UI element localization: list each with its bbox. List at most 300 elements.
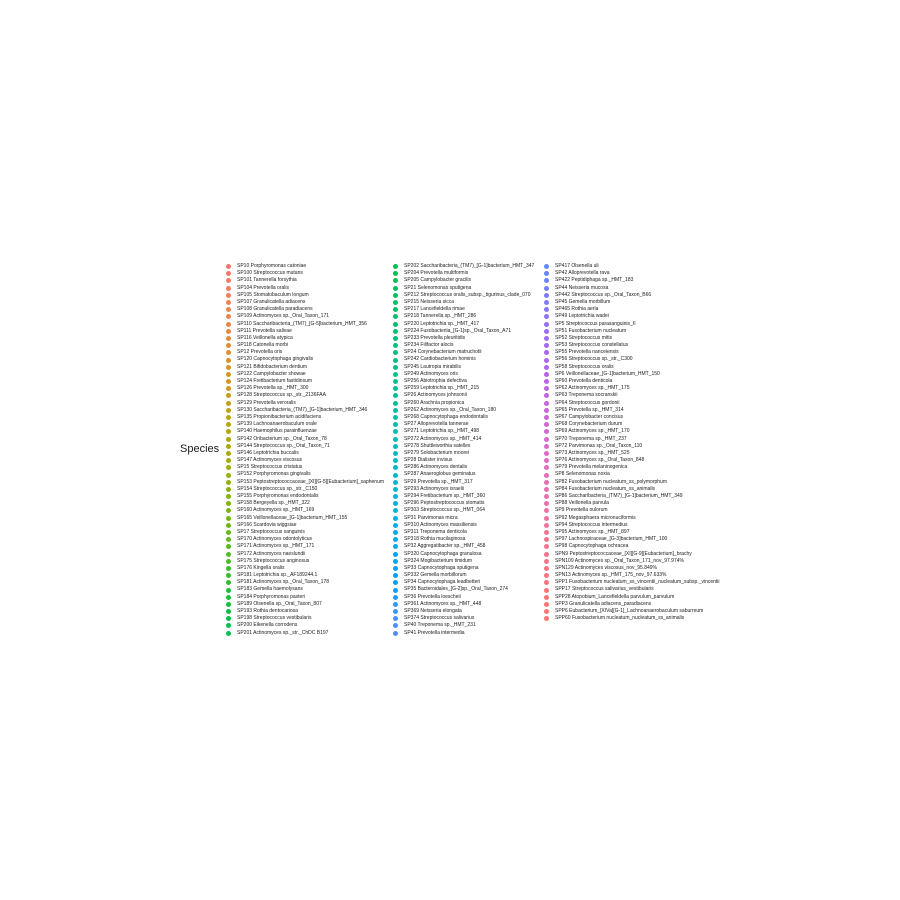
legend-label: SP35 Bacteroidales_[G-2]sp._Oral_Taxon_274 <box>404 586 508 593</box>
legend-key-dot <box>226 465 231 470</box>
legend-item <box>225 551 384 558</box>
legend-label: SP324 Mogibacterium timidum <box>404 557 473 564</box>
legend-label: SP200 Eikenella corrodens <box>237 622 298 629</box>
legend-key-dot <box>226 631 231 636</box>
legend-key-dot <box>393 523 398 528</box>
legend-label: SP155 Porphyromonas endodontalis <box>237 493 319 499</box>
legend-title: Species <box>180 443 220 455</box>
legend-item <box>543 356 720 363</box>
legend-item <box>225 371 384 378</box>
legend-key-dot <box>544 480 549 485</box>
legend-label: SPN13 Actinomyces sp._HMT_175_nov_97.633% <box>555 572 667 579</box>
legend-key-dot <box>393 336 398 341</box>
legend-label: SP422 Peptidiphaga sp._HMT_183 <box>555 277 634 284</box>
legend-item <box>392 515 534 522</box>
legend-key-dot <box>226 300 231 305</box>
legend-label: SPP28 Atopobium_Lancefieldella parvulum_parvulum <box>555 593 675 600</box>
legend-item <box>225 457 384 464</box>
legend-item <box>392 385 534 392</box>
legend-label: SP293 Actinomyces israelii <box>404 485 465 492</box>
legend-label: SP234 Filifactor alocis <box>404 342 454 349</box>
legend-item <box>392 529 534 536</box>
legend-label: SP108 Granulicatella paradiacens <box>237 306 313 313</box>
legend-item <box>392 292 534 299</box>
legend-item <box>543 471 720 478</box>
legend-item <box>392 392 534 399</box>
legend-item <box>225 529 384 536</box>
legend-item <box>392 594 534 601</box>
legend-item <box>225 579 384 586</box>
legend-label: SP84 Fusobacterium nucleatum_ss_animalis <box>555 485 656 492</box>
legend-key-dot <box>393 322 398 327</box>
legend-label: SP105 Stomatobaculum longum <box>237 291 309 298</box>
legend-item <box>392 486 534 493</box>
legend-key-dot <box>544 278 549 283</box>
legend-key-dot <box>544 286 549 291</box>
legend-item <box>225 306 384 313</box>
legend-item <box>225 486 384 493</box>
legend-item <box>392 321 534 328</box>
legend-item <box>543 500 720 507</box>
legend-label: SP193 Rothia dentocariosa <box>237 608 298 614</box>
legend-item <box>225 414 384 421</box>
legend-label: SP72 Parvimonas sp._Oral_Taxon_110 <box>555 442 643 449</box>
legend-key-dot <box>393 595 398 600</box>
legend-label: SP49 Leptotrichia wadei <box>555 313 609 320</box>
legend-key-dot <box>226 623 231 628</box>
legend-label: SPN9 Peptostreptococcaceae_[XI][G-9][Eubacterium]_brachy <box>555 550 692 557</box>
legend-item <box>392 601 534 608</box>
legend-key-dot <box>544 386 549 391</box>
legend-key-dot <box>226 386 231 391</box>
legend-key-dot <box>226 566 231 571</box>
legend-key-dot <box>226 595 231 600</box>
legend-item <box>225 364 384 371</box>
legend-item <box>543 371 720 378</box>
legend-item <box>225 328 384 335</box>
legend-item <box>225 400 384 407</box>
legend-key-dot <box>393 465 398 470</box>
legend-label: SP189 Olsenella sp._Oral_Taxon_807 <box>237 600 322 607</box>
legend-item <box>543 457 720 464</box>
legend-label: SP175 Streptococcus anginosus <box>237 557 310 564</box>
legend-item <box>225 378 384 385</box>
legend-label: SP272 Actinomyces sp._HMT_414 <box>404 435 482 442</box>
legend-item <box>392 586 534 593</box>
legend-label: SP98 Capnocytophaga ochracea <box>555 543 629 550</box>
legend-item <box>392 457 534 464</box>
legend-item <box>543 285 720 292</box>
legend-label: SP73 Actinomyces sp._HMT_525 <box>555 449 630 456</box>
legend-key-dot <box>393 437 398 442</box>
legend-key-dot <box>544 264 549 269</box>
legend-item <box>543 321 720 328</box>
legend-item <box>225 586 384 593</box>
legend-key-dot <box>226 358 231 363</box>
legend-key-dot <box>393 494 398 499</box>
legend-label: SP218 Tannerella sp._HMT_286 <box>404 313 477 320</box>
legend-label: SP202 Saccharibacteria_(TM7)_[G-1]bacterium_HMT_347 <box>404 263 535 269</box>
legend-key-dot <box>393 451 398 456</box>
legend-key-dot <box>226 329 231 334</box>
legend-key-dot <box>544 451 549 456</box>
legend-label: SP56 Streptococcus sp._str._C300 <box>555 356 633 363</box>
legend-item <box>392 328 534 335</box>
legend-key-dot <box>544 559 549 564</box>
legend-label: SP245 Lautropia mirabilis <box>404 363 461 370</box>
legend-label: SP95 Actinomyces sp._HMT_897 <box>555 528 630 535</box>
legend-item <box>225 522 384 529</box>
legend-key-dot <box>544 501 549 506</box>
legend-label: SP17 Streptococcus sanguinis <box>237 528 305 535</box>
legend-key-dot <box>226 264 231 269</box>
legend-item <box>225 349 384 356</box>
legend-item <box>225 450 384 457</box>
legend-label: SP220 Leptotrichia sp._HMT_417 <box>404 320 480 327</box>
legend-item <box>392 428 534 435</box>
legend-key-dot <box>226 350 231 355</box>
legend-label: SP140 Haemophilus parainfluenzae <box>237 428 317 435</box>
legend-key-dot <box>393 623 398 628</box>
legend-key-dot <box>393 401 398 406</box>
legend-label: SP53 Streptococcus constellatus <box>555 342 629 349</box>
legend-item <box>392 479 534 486</box>
legend-item <box>225 313 384 320</box>
legend-item <box>543 292 720 299</box>
legend-label: SP184 Porphyromonas pasteri <box>237 593 306 600</box>
legend-label: SP31 Parvimonas micra <box>404 514 458 521</box>
legend-label: SP9 Prevotella oulorum <box>555 507 608 514</box>
legend-item <box>392 299 534 306</box>
legend-label: SP124 Fretibacterium fastidiosum <box>237 378 313 384</box>
legend-item <box>543 594 720 601</box>
legend-label: SP126 Prevotella sp._HMT_300 <box>237 385 309 392</box>
legend-key-dot <box>544 336 549 341</box>
legend-label: SP88 Veillonella parvula <box>555 500 609 507</box>
legend-item <box>543 428 720 435</box>
legend-item <box>225 277 384 284</box>
legend-key-dot <box>226 415 231 420</box>
legend-key-dot <box>393 473 398 478</box>
legend-key-dot <box>393 530 398 535</box>
legend-label: SP183 Gemella haemolysans <box>237 586 303 593</box>
legend-label: SP52 Streptococcus mitis <box>555 334 612 341</box>
legend-item <box>543 299 720 306</box>
legend-label: SP296 Peptostreptococcus stomatis <box>404 500 485 507</box>
legend-key-dot <box>544 358 549 363</box>
legend-key-dot <box>544 329 549 334</box>
legend-key-dot <box>544 444 549 449</box>
legend-label: SP286 Actinomyces dentalis <box>404 464 468 471</box>
legend-key-dot <box>226 343 231 348</box>
legend-label: SP224 Fusobacteriia_[G-1]sp._Oral_Taxon_A71 <box>404 327 512 334</box>
legend-label: SPP60 Fusobacterium nucleatum_nucleatum_ss_animalis <box>555 615 685 622</box>
legend-item <box>225 436 384 443</box>
legend-key-dot <box>393 408 398 413</box>
legend-item <box>225 558 384 565</box>
legend-label: SP29 Prevotella sp._HMT_317 <box>404 478 473 485</box>
legend-label: SP204 Prevotella multiformis <box>404 270 469 277</box>
legend-label: SP107 Granulicatella adiacens <box>237 298 306 305</box>
legend-label: SP181 Actinomyces sp._Oral_Taxon_178 <box>237 579 329 586</box>
legend-key-dot <box>393 271 398 276</box>
legend-key-dot <box>226 473 231 478</box>
legend-label: SP36 Prevotella loescheii <box>404 593 461 600</box>
legend-item <box>225 622 384 629</box>
legend-key-dot <box>226 393 231 398</box>
legend-item <box>225 471 384 478</box>
legend-label: SP374 Streptococcus salivarius <box>404 615 475 622</box>
legend-item <box>543 378 720 385</box>
legend-label: SP111 Prevotella salivae <box>237 327 292 334</box>
legend-item <box>392 493 534 500</box>
legend-label: SP142 Oribacterium sp._Oral_Taxon_78 <box>237 435 327 442</box>
legend-label: SP417 Olsenella uli <box>555 263 599 269</box>
legend-key-dot <box>226 559 231 564</box>
legend-key-dot <box>544 516 549 521</box>
legend-key-dot <box>226 616 231 621</box>
legend-item <box>392 407 534 414</box>
legend-key-dot <box>544 588 549 593</box>
legend-label: SP62 Actinomyces sp._HMT_175 <box>555 385 630 392</box>
legend-label: SP118 Catonella morbi <box>237 342 289 349</box>
legend-key-dot <box>544 566 549 571</box>
legend-item <box>225 601 384 608</box>
legend-key-dot <box>393 300 398 305</box>
legend-key-dot <box>226 458 231 463</box>
legend-label: SP60 Prevotella denticola <box>555 378 613 384</box>
legend-key-dot <box>544 544 549 549</box>
legend-item <box>543 306 720 313</box>
legend-item <box>543 579 720 586</box>
legend-item <box>225 500 384 507</box>
legend-item <box>543 392 720 399</box>
legend-key-dot <box>393 631 398 636</box>
legend-label: SP45 Gemella morbillum <box>555 298 611 305</box>
legend-key-dot <box>393 386 398 391</box>
legend-item <box>543 601 720 608</box>
legend-key-dot <box>544 494 549 499</box>
legend-key-dot <box>393 580 398 585</box>
legend-key-dot <box>226 544 231 549</box>
legend-label: SP303 Streptococcus sp._HMT_064 <box>404 507 485 514</box>
legend-item <box>392 608 534 615</box>
legend-label: SP278 Shuttleworthia satelles <box>404 442 471 449</box>
legend-key-dot <box>544 343 549 348</box>
legend-key-dot <box>226 429 231 434</box>
legend-key-dot <box>393 379 398 384</box>
legend-item <box>392 378 534 385</box>
legend-item <box>225 543 384 550</box>
legend-key-dot <box>393 314 398 319</box>
legend-label: SP217 Lancefieldella rimae <box>404 306 465 313</box>
legend-key-dot <box>393 358 398 363</box>
legend-item <box>392 558 534 565</box>
legend-label: SP122 Campylobacter showae <box>237 370 306 377</box>
legend-label: SPP3 Granulicatella adiacens_paradiacens <box>555 600 652 607</box>
legend-label: SP128 Streptococcus sp._str._2136FAA <box>237 392 326 399</box>
legend-key-dot <box>393 616 398 621</box>
legend-label: SP249 Actinomyces oris <box>404 370 458 377</box>
legend-label: SP6 Veillonellaceae_[G-1]bacterium_HMT_150 <box>555 370 660 377</box>
legend-key-dot <box>544 415 549 420</box>
legend-item <box>543 551 720 558</box>
legend-label: SP58 Streptococcus oralis <box>555 363 614 370</box>
legend-item <box>225 263 384 270</box>
legend-item <box>225 536 384 543</box>
legend-label: SP110 Saccharibacteria_(TM7)_[G-5]bacterium_HMT_356 <box>237 320 367 327</box>
legend-key-dot <box>226 516 231 521</box>
legend-label: SP64 Streptococcus gordonii <box>555 399 620 406</box>
legend-label: SP92 Megasphaera micronuciformis <box>555 514 636 521</box>
legend-label: SP212 Streptococcus oralis_subsp._tigurinus_clade_070 <box>404 291 531 298</box>
legend-key-dot <box>393 350 398 355</box>
legend-item <box>225 464 384 471</box>
legend-key-dot <box>393 444 398 449</box>
legend-item <box>225 385 384 392</box>
legend-label: SP268 Capnocytophaga endodontalis <box>404 413 488 420</box>
legend-label: SP146 Leptotrichia buccalis <box>237 449 299 456</box>
legend-label: SP171 Actinomyces sp._HMT_171 <box>237 543 315 550</box>
legend-key-dot <box>226 487 231 492</box>
legend-label: SP154 Streptococcus sp._str._C150 <box>237 485 318 492</box>
legend-key-dot <box>393 422 398 427</box>
legend-label: SP144 Streptococcus sp._Oral_Taxon_71 <box>237 442 330 449</box>
legend-item <box>392 615 534 622</box>
legend-key-dot <box>544 372 549 377</box>
legend-item <box>225 493 384 500</box>
legend-label: SP129 Prevotella veroralis <box>237 399 296 406</box>
legend-item <box>543 615 720 622</box>
legend-key-dot <box>393 609 398 614</box>
legend-key-dot <box>544 307 549 312</box>
legend-item <box>225 407 384 414</box>
legend-key-dot <box>226 372 231 377</box>
legend-key-dot <box>226 401 231 406</box>
legend-label: SP76 Actinomyces sp._Oral_Taxon_848 <box>555 457 645 464</box>
legend-key-dot <box>226 286 231 291</box>
legend-key-dot <box>226 530 231 535</box>
legend-key-dot <box>393 588 398 593</box>
legend-key-dot <box>226 278 231 283</box>
legend-key-dot <box>544 523 549 528</box>
legend-item <box>225 299 384 306</box>
legend-item <box>225 285 384 292</box>
legend-key-dot <box>226 293 231 298</box>
legend-label: SP26 Actinomyces johnsonii <box>404 392 467 399</box>
legend-item <box>225 356 384 363</box>
legend-item <box>225 392 384 399</box>
legend-key-dot <box>226 609 231 614</box>
legend-item <box>225 421 384 428</box>
legend-label: SPP17 Streptococcus salivarius_vestibularis <box>555 586 654 593</box>
legend-item <box>392 349 534 356</box>
legend-label: SP10 Porphyromonas catoniae <box>237 263 307 269</box>
legend-key-dot <box>393 552 398 557</box>
legend-label: SP34 Capnocytophaga leadbetteri <box>404 579 481 586</box>
legend-key-dot <box>544 314 549 319</box>
legend-label: SP135 Propionibacterium acidifaciens <box>237 413 322 420</box>
legend-item <box>392 285 534 292</box>
legend-label: SP15 Streptococcus cristatus <box>237 464 303 471</box>
legend-label: SP12 Prevotella oris <box>237 349 283 356</box>
legend-key-dot <box>393 480 398 485</box>
legend-key-dot <box>544 552 549 557</box>
legend-key-dot <box>226 379 231 384</box>
legend-key-dot <box>544 293 549 298</box>
legend-key-dot <box>544 365 549 370</box>
legend-item <box>225 565 384 572</box>
legend-item <box>225 270 384 277</box>
legend-item <box>543 543 720 550</box>
legend-item <box>225 321 384 328</box>
legend-label: SP465 Rothia aeria <box>555 306 599 313</box>
legend-column-1 <box>225 263 384 637</box>
legend-key-dot <box>544 508 549 513</box>
legend-column-2 <box>392 263 534 637</box>
legend-item <box>392 522 534 529</box>
legend-label: SP256 Abiotrophia defectiva <box>404 378 467 384</box>
legend-label: SP242 Cardiobacterium hominis <box>404 356 476 363</box>
legend-label: SP33 Capnocytophaga sputigena <box>404 564 479 571</box>
legend-item <box>543 385 720 392</box>
legend-label: SP68 Corynebacterium durum <box>555 421 623 428</box>
legend-key-dot <box>544 580 549 585</box>
legend-key-dot <box>393 429 398 434</box>
legend-item <box>225 572 384 579</box>
legend-item <box>225 507 384 514</box>
legend-key-dot <box>544 393 549 398</box>
legend-item <box>392 464 534 471</box>
legend-key-dot <box>226 422 231 427</box>
legend-label: SP369 Neisseria elongata <box>404 608 462 614</box>
legend-item <box>543 464 720 471</box>
legend-item <box>543 328 720 335</box>
legend-item <box>392 471 534 478</box>
legend-label: SP67 Campylobacter concisus <box>555 413 624 420</box>
legend-item <box>543 335 720 342</box>
legend-key-dot <box>544 437 549 442</box>
legend-label: SP82 Fusobacterium nucleatum_ss_polymorphum <box>555 478 667 485</box>
legend-label: SP116 Veillonella atypica <box>237 334 293 341</box>
legend-item <box>543 349 720 356</box>
legend-key-dot <box>544 271 549 276</box>
legend-item <box>543 313 720 320</box>
legend-key-dot <box>226 336 231 341</box>
legend-item <box>392 313 534 320</box>
legend-key-dot <box>393 329 398 334</box>
legend-item <box>225 608 384 615</box>
legend-key-dot <box>226 314 231 319</box>
legend-label: SP311 Treponema denticola <box>404 528 467 535</box>
legend-item <box>225 615 384 622</box>
legend-item <box>543 400 720 407</box>
legend-key-dot <box>393 415 398 420</box>
legend-key-dot <box>226 508 231 513</box>
legend-key-dot <box>226 271 231 276</box>
legend-label: SP44 Neisseria mucosa <box>555 284 609 291</box>
legend-item <box>392 536 534 543</box>
legend-label: SP65 Prevotella sp._HMT_314 <box>555 406 624 413</box>
legend-key-dot <box>544 602 549 607</box>
legend-item <box>392 565 534 572</box>
legend-key-dot <box>544 573 549 578</box>
legend-item <box>543 565 720 572</box>
legend-label: SP41 Prevotella intermedia <box>404 629 465 636</box>
legend-item <box>392 500 534 507</box>
legend-label: SP139 Lachnoanaerobaculum orale <box>237 421 317 428</box>
legend-item <box>392 335 534 342</box>
